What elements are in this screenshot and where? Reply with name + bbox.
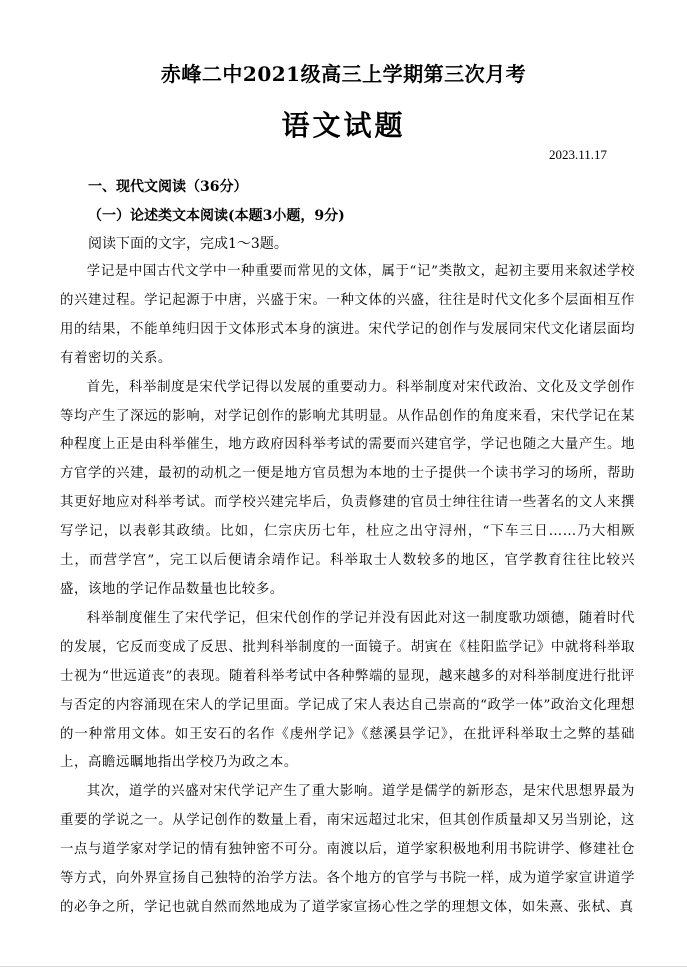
reading-passage	[60, 258, 635, 923]
exam-title: 赤峰二中2021级高三上学期第三次月考	[160, 62, 527, 86]
subsection-heading: （一）论述类文本阅读(本题3小题，9分)	[88, 208, 345, 224]
passage-paragraph: 学记是中国古代文学中一种重要而常见的文体，属于“记”类散文，起初主要用来叙述学校的兴建过程。学记起源于中唐，兴盛于宋。一种文体的兴盛，往往是时代文化多个层面相互作用的结果，不能单纯归因于文体形式本身的演进。宋代学记的创作与发展同宋代文化诸层面均有着密切的关系。	[60, 264, 635, 366]
section-heading: 一、现代文阅读（36分）	[88, 179, 248, 195]
passage-paragraph: 首先，科举制度是宋代学记得以发展的重要动力。科举制度对宋代政治、文化及文学创作等均产生了深远的影响，对学记创作的影响尤其明显。从作品创作的角度来看，宋代学记在某种程度上正是由科举催生，地方政府因科举考试的需要而兴建官学，学记也随之大量产生。地方官学的兴建，最初的动机之一便是地方官员想为本地的士子提供一个读书学习的场所，帮助其更好地应对科举考试。而学校兴建完毕后，负责修建的官员士绅往往请一些著名的文人来撰写学记，以表彰其政绩。比如，仁宗庆历七年，杜应之出守浔州，“下车三日……乃大相厥土，而营学宫”，完工以后便请余靖作记。科举取士人数较多的地区，官学教育往往比较兴盛，该地的学记作品数量也比较多。	[60, 379, 635, 597]
exam-date: 2023.11.17	[548, 147, 607, 162]
passage-paragraph: 科举制度催生了宋代学记，但宋代创作的学记并没有因此对这一制度歌功颂德，随着时代的发展，它反而变成了反思、批判科举制度的一面镜子。胡寅在《桂阳监学记》中就将科举取士视为“世远道丧”的表现。随着科举考试中各种弊端的显现，越来越多的对科举制度进行批评与否定的内容涌现在宋人的学记里面。学记成了宋人表达自己崇高的“政学一体”政治文化理想的一种常用文体。如王安石的名作《虔州学记》《慈溪县学记》，在批评科举取士之弊的基础上，高瞻远瞩地指出学校乃为政之本。	[60, 610, 635, 771]
subject-title: 语文试题	[281, 109, 406, 142]
page-bottom-rule	[0, 966, 687, 967]
passage-paragraph: 其次，道学的兴盛对宋代学记产生了重大影响。道学是儒学的新形态，是宋代思想界最为重要的学说之一。从学记创作的数量上看，南宋远超过北宋，但其创作质量却又另当别论，这一点与道学家对学记的情有独钟密不可分。南渡以后，道学家积极地利用书院讲学、修建社仓等方式，向外界宣扬自己独特的治学方法。各个地方的官学与书院一样，成为道学家宣讲道学的必争之所，学记也就自然而然地成为了道学家宣扬心性之学的理想文体，如朱熹、张栻、真	[60, 784, 635, 915]
reading-instruction: 阅读下面的文字，完成1～3题。	[88, 236, 288, 252]
